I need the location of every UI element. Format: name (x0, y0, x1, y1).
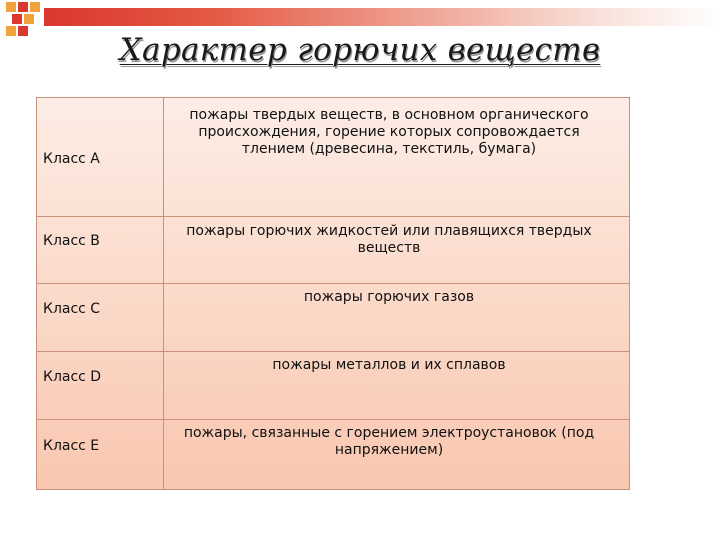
fire-class-table (36, 97, 630, 490)
table-row (37, 352, 629, 420)
class-description: пожары твердых веществ, в основном органического происхождения, горение которых сопровождается тлением (древесина, текстиль, бумага) (189, 107, 589, 157)
table-row (37, 98, 629, 217)
class-label: Класс Е (43, 438, 100, 454)
class-label: Класс D (43, 369, 102, 385)
class-description: пожары горючих газов (303, 289, 475, 305)
deco-square (24, 14, 34, 24)
table-row (37, 420, 629, 489)
class-label: Класс С (43, 301, 101, 317)
class-label: Класс А (43, 151, 100, 167)
class-description: пожары, связанные с горением электроустановок (под напряжением) (183, 425, 595, 458)
class-label: Класс В (43, 233, 100, 249)
deco-square (6, 2, 16, 12)
class-description: пожары горючих жидкостей или плавящихся твердых веществ (186, 223, 592, 256)
table-row (37, 217, 629, 284)
page-title: Характер горючих веществ (119, 32, 601, 68)
table-row (37, 284, 629, 352)
header-band (44, 8, 720, 26)
deco-square (18, 2, 28, 12)
deco-square (12, 14, 22, 24)
deco-square (30, 2, 40, 12)
class-description: пожары металлов и их сплавов (272, 357, 506, 373)
